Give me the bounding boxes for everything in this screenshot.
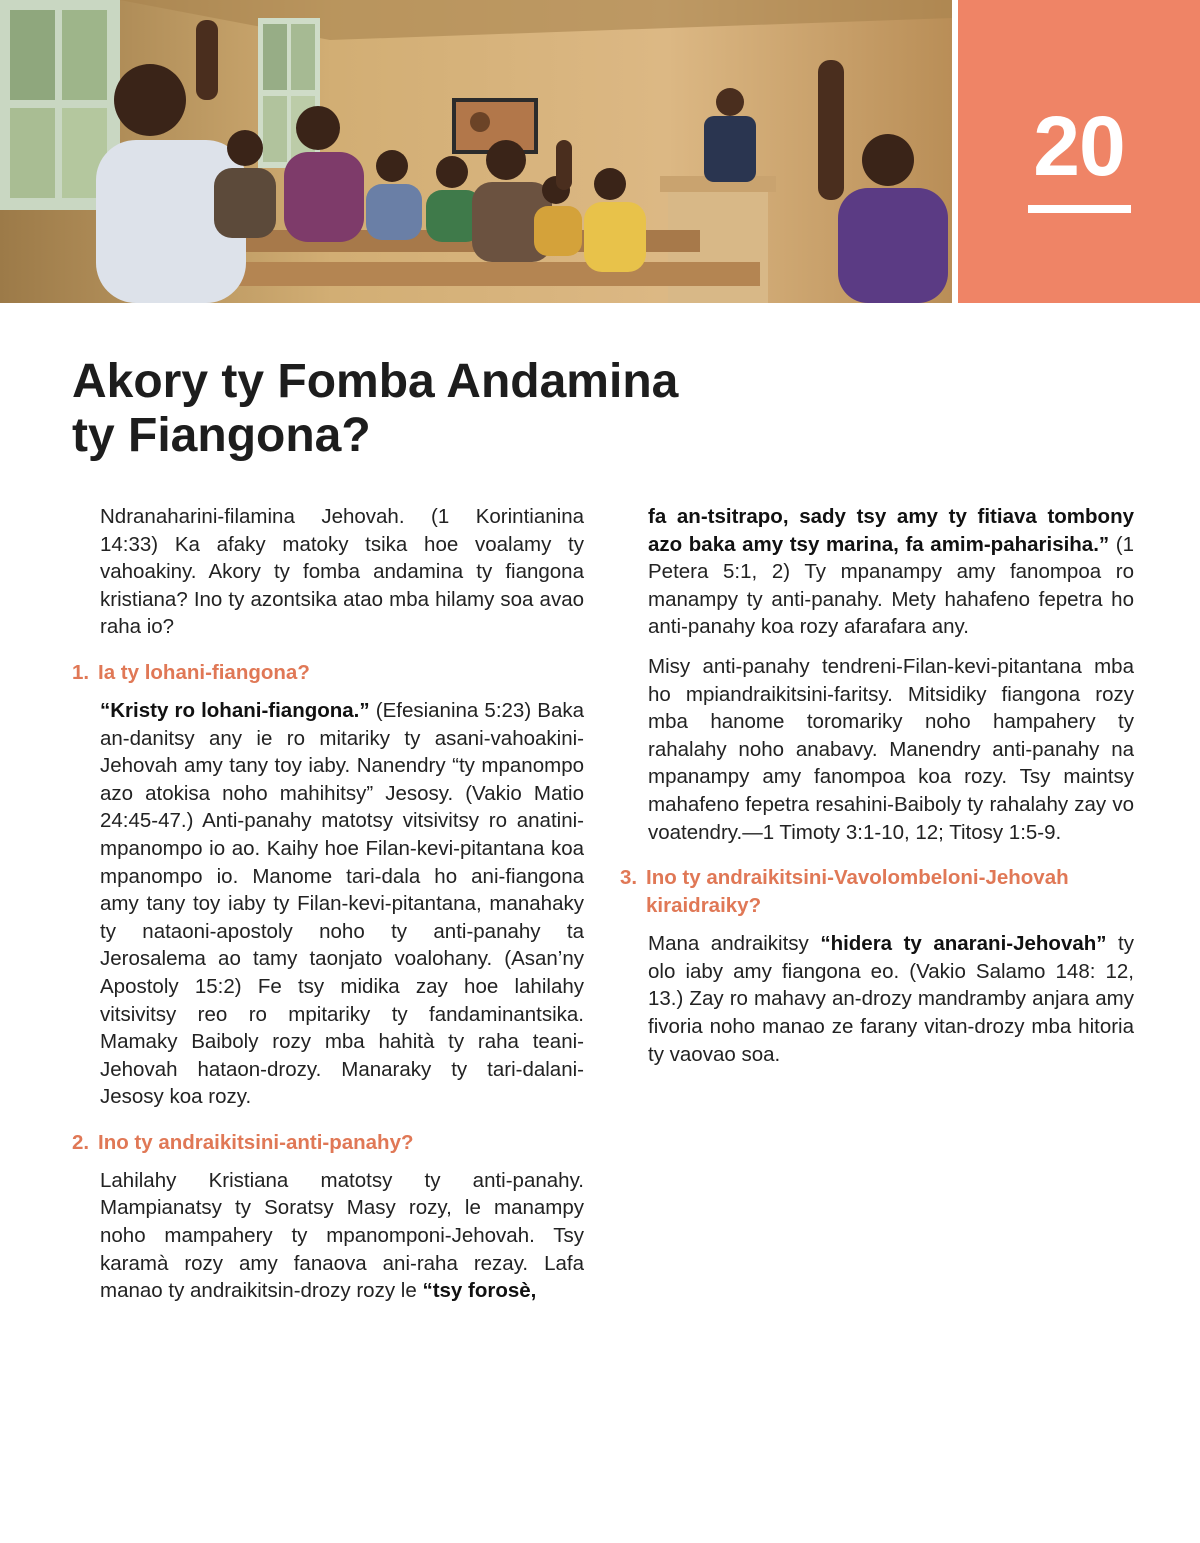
answer-1-text: (Efesianina 5:23) Baka an-danitsy any ie ro mitariky ty asani-vahoakini-Jehovah amy tany toy iaby. Nanendry “ty mpanompo azo atokisa noho mahihitsy” Jesosy. (Vakio Matio 24:45-47.) Anti-panahy matotsy vitsivitsy ro anatini-mpanompo io ao. Kaihy hoe Filan-kevi-pitantana koa mpanompo io. Manome tari-dala ho ani-fiangona amy tany toy iaby ty Filan-kevi-pitantana, manahaky ty nataoni-apostoly noho ty anti-panahy ta Jerosalema ao tamy taonjato voalohany. (Asan’ny Apostoly 15:2) Fe tsy midika zay hoe lahilahy vitsivitsy reo ro mpitariky ty fandaminantsika. Mamaky Baiboly rozy mba hahità ty raha teani-Jehovah hataon-drozy. Manaraky ty tari-dalani-Jesosy koa rozy. xyxy=(100,698,584,1109)
question-1-text: Ia ty lohani-fiangona? xyxy=(98,660,310,684)
lesson-title-line-2: ty Fiangona? xyxy=(72,409,371,462)
question-2 xyxy=(72,1129,584,1157)
answer-3-text: Mana andraikitsy xyxy=(648,932,821,956)
answer-2-paragraph-2: Misy anti-panahy tendreni-Filan-kevi-pitantana mba ho mpiandraikitsini-faritsy. Mitsidiky fiangona rozy mba hanome toromariky noho hampahery ty rahalahy noho anabavy. Manendry anti-panahy na mpanampy amy fanompoa koa rozy. Tsy maintsy mahafeno fepetra resahini-Baiboly ty rahalahy zay vo voatendry.—1 Timoty 3:1-10, 12; Titosy 1:5-9. xyxy=(648,654,1134,844)
lesson-title-line-1: Akory ty Fomba Andamina xyxy=(72,355,679,408)
answer-1-bold: “Kristy ro lohani-fiangona.” xyxy=(100,698,370,722)
chapter-number-underline xyxy=(1028,205,1131,213)
answer-3-paragraph xyxy=(620,930,1134,1068)
answer-2-text: Lahilahy Kristiana matotsy ty anti-panahy. Mampianatsy ty Soratsy Masy rozy, le manampy noho mampahery ty mpanomponi-Jehovah. Tsy karamà rozy amy fanaova ani-raha rezay. Lafa manao ty andraikitsin-drozy rozy le xyxy=(100,1168,584,1303)
intro-paragraph: Ndranaharini-filamina Jehovah. (1 Korintianina 14:33) Ka afaky matoky tsika hoe voalamy ty vahoakiny. Akory ty fomba andamina ty fiangona kristiana? Ino ty azontsika atao mba hilamy soa avao raha io? xyxy=(100,505,584,639)
answer-2-paragraph xyxy=(72,1167,584,1305)
answer-3-text-2: ty olo iaby amy fiangona eo. (Vakio Salamo 148: 12, 13.) Zay ro mahavy an-drozy mandramby anjara amy fivoria noho manao ze farany vitan-drozy mba hitoria ty vaovao soa. xyxy=(648,932,1134,1066)
lesson-title xyxy=(72,355,872,463)
question-1 xyxy=(72,659,584,687)
answer-3-bold: “hidera ty anarani-Jehovah” xyxy=(820,932,1107,956)
chapter-number-block xyxy=(958,0,1200,303)
question-3-text: Ino ty andraikitsini-Vavolombeloni-Jehovah kiraidraiky? xyxy=(646,866,1069,918)
question-2-text: Ino ty andraikitsini-anti-panahy? xyxy=(98,1130,414,1154)
question-2-number: 2. xyxy=(72,1130,90,1154)
question-3 xyxy=(620,864,1134,920)
answer-2-bold-start: “tsy forosè, xyxy=(422,1279,537,1303)
answer-2-bold-end: fa an-tsitrapo, sady tsy amy ty fitiava tombony azo baka amy tsy marina, fa amim-paharisiha.” xyxy=(648,505,1134,556)
question-3-number: 3. xyxy=(620,866,638,890)
chapter-number: 20 xyxy=(1033,99,1125,193)
header-photo-congregation-meeting xyxy=(0,0,952,303)
left-column xyxy=(72,503,584,1305)
meeting-illustration xyxy=(0,0,952,303)
answer-2-text-2: (1 Petera 5:1, 2) Ty mpanampy amy fanompoa ro manampy ty anti-panahy. Mety hahafeno fepetra ho anti-panahy koa rozy afarafara any. xyxy=(648,532,1134,639)
question-1-number: 1. xyxy=(72,660,90,684)
answer-2-continued xyxy=(620,503,1134,641)
right-column xyxy=(620,503,1134,1080)
answer-1-paragraph xyxy=(72,697,584,1111)
